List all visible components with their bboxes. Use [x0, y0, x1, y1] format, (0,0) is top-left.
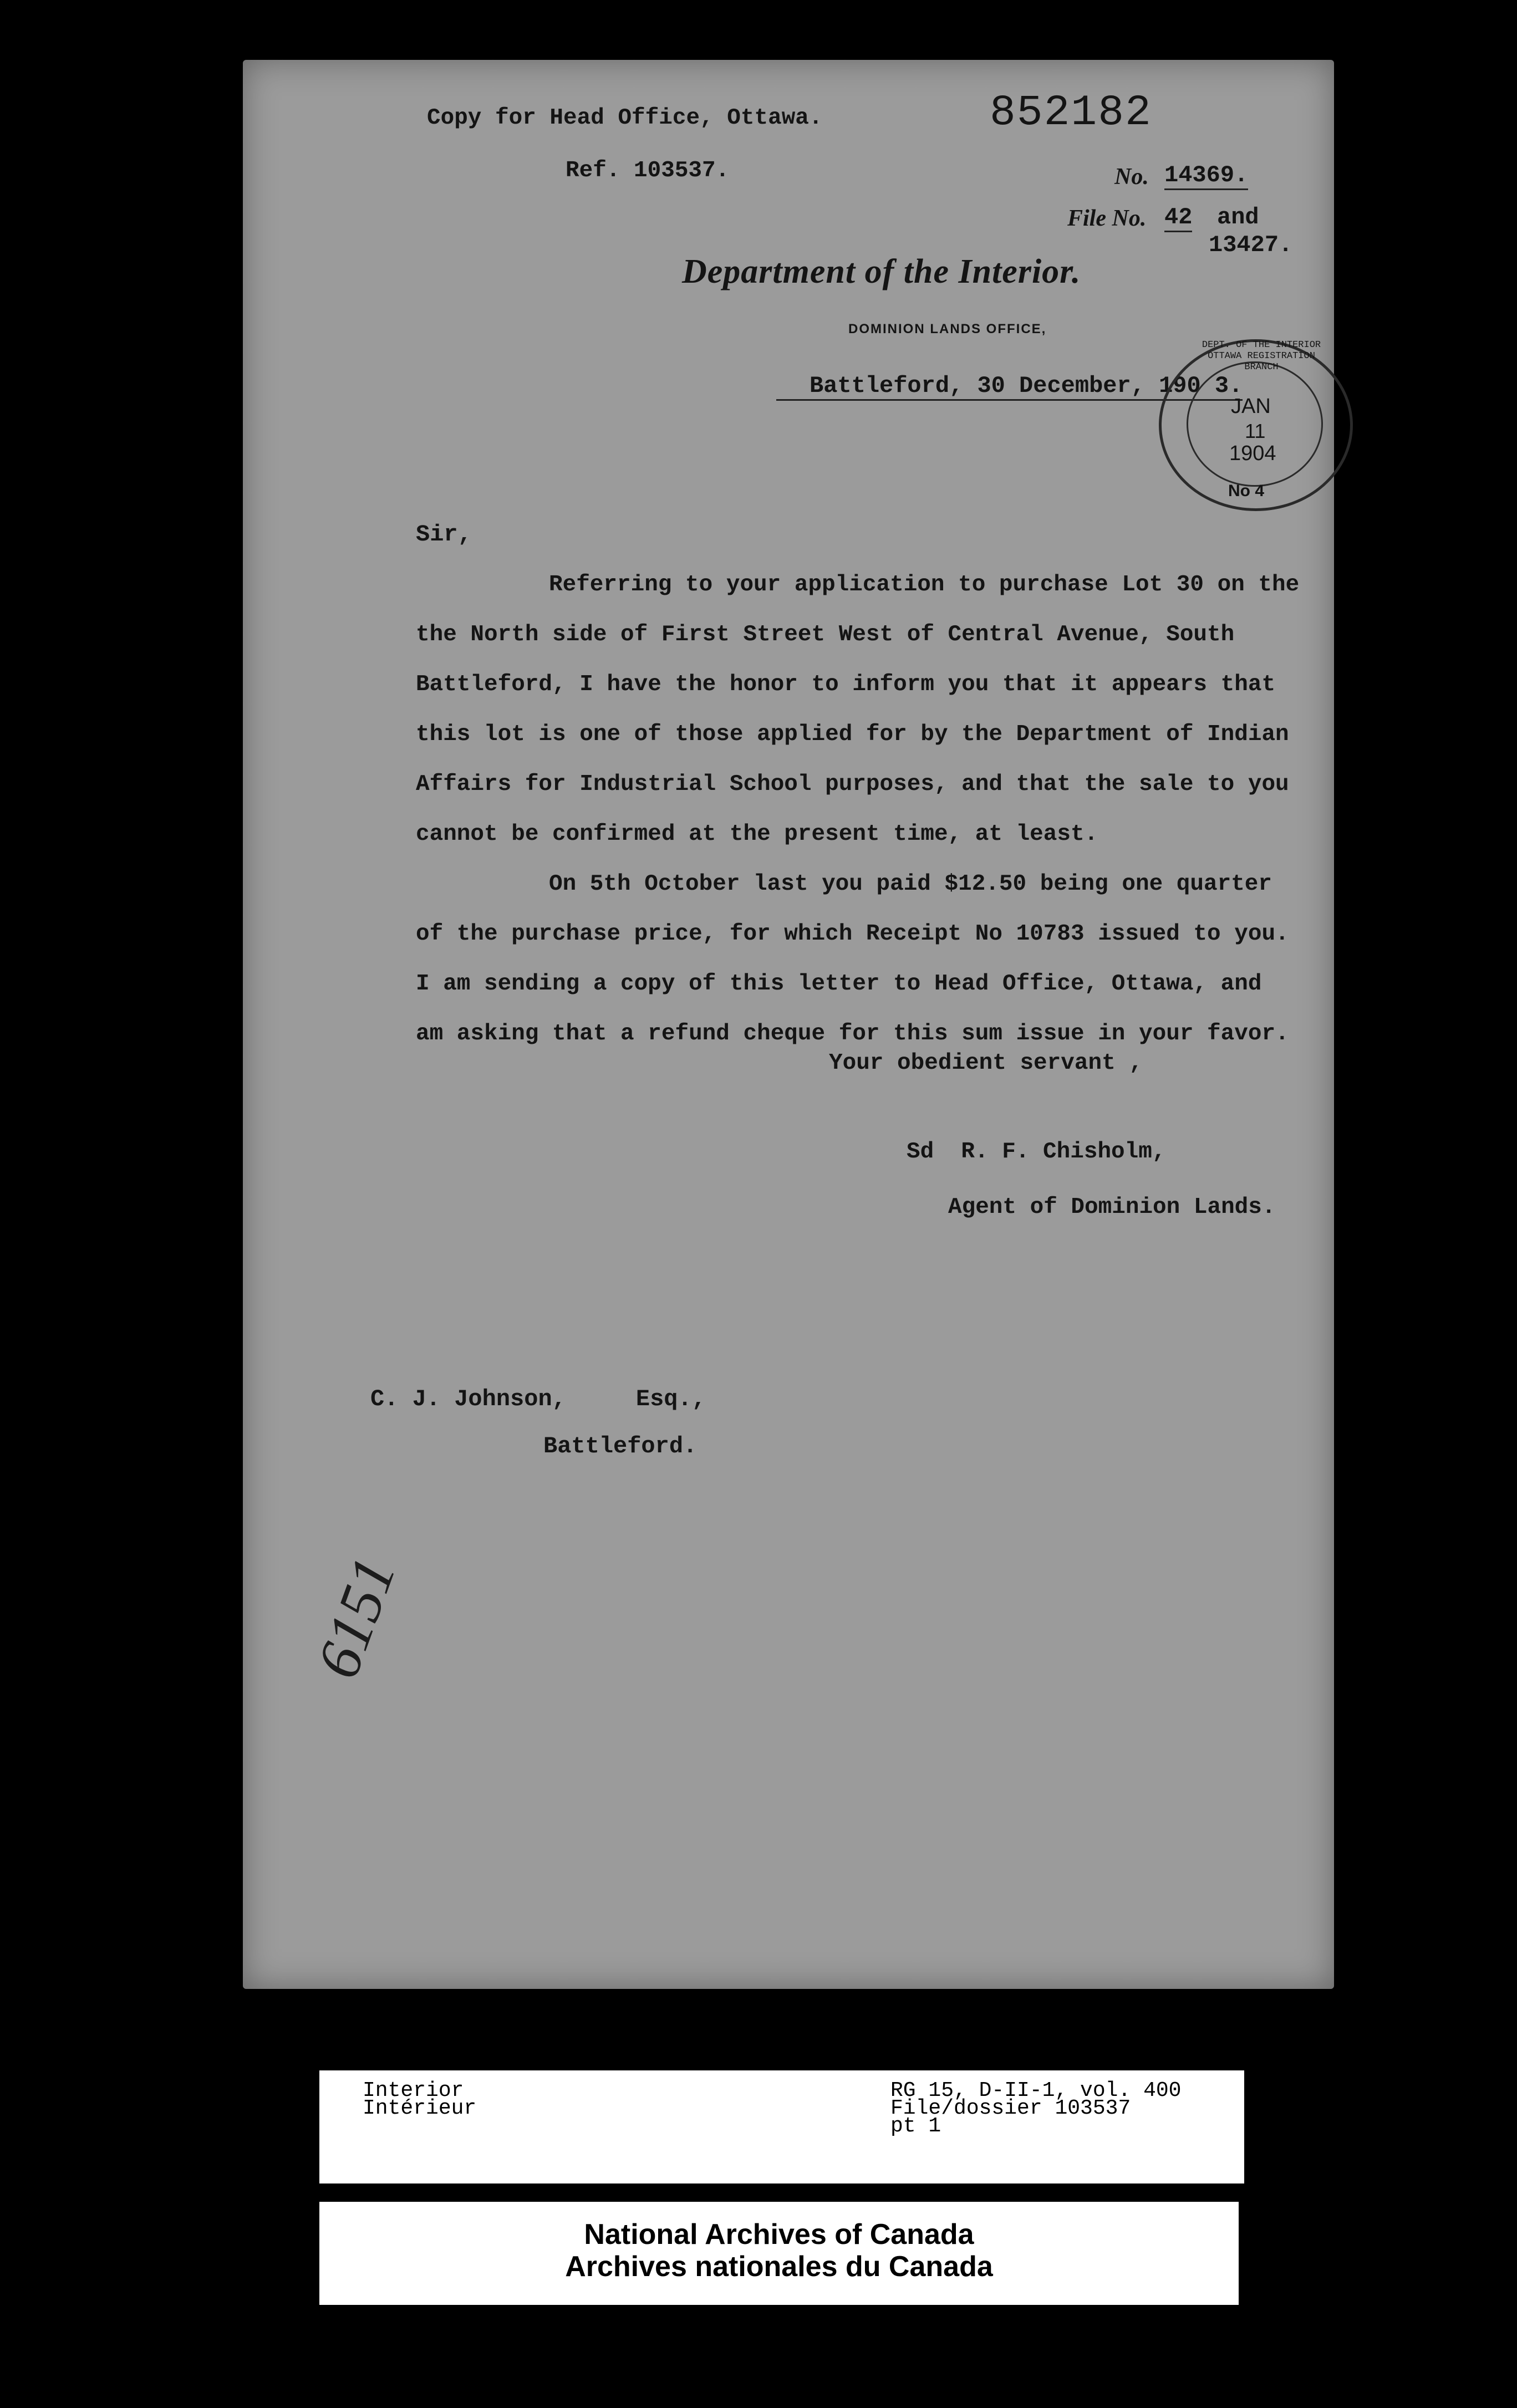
ref-line-3: pt 1 — [890, 2114, 941, 2138]
dateline: Battleford, 30 December, 190 3. — [776, 373, 1243, 401]
ref-line-1: RG 15, D-II-1, vol. 400 — [890, 2079, 1182, 2103]
copy-for-line: Copy for Head Office, Ottawa. — [427, 105, 823, 131]
stamp-ring-text: DEPT. OF THE INTERIOR OTTAWA REGISTRATION BRANCH — [1202, 340, 1321, 373]
body-line: I am sending a copy of this letter to Head Office, Ottawa, and — [416, 971, 1262, 997]
file-stamp-number: 852182 — [990, 89, 1152, 137]
file-value: 42 — [1164, 204, 1192, 232]
file-label: File No. — [1067, 206, 1147, 231]
archive-name-label — [319, 2202, 1239, 2305]
stamp-number: No 4 — [1228, 482, 1265, 500]
body-line: this lot is one of those applied for by the Department of Indian — [416, 722, 1289, 747]
signature: Sd R. F. Chisholm, — [907, 1139, 1166, 1165]
signature-title: Agent of Dominion Lands. — [948, 1195, 1276, 1220]
addressee-place: Battleford. — [543, 1433, 698, 1460]
letter-body — [416, 560, 1300, 1059]
registration-stamp — [1159, 339, 1353, 511]
handwritten-note: 6151 — [303, 1548, 409, 1687]
office-heading: DOMINION LANDS OFFICE, — [848, 322, 1047, 336]
ref-line-2: File/dossier 103537 — [890, 2096, 1131, 2120]
file-value-and: and — [1217, 204, 1259, 231]
body-line: On 5th October last you paid $12.50 being one quarter — [549, 871, 1272, 897]
body-line: Referring to your application to purchase Lot 30 on the — [549, 572, 1300, 598]
reference-number: Ref. 103537. — [566, 158, 730, 183]
file-value-second: 13427. — [1209, 232, 1293, 258]
department-heading: Department of the Interior. — [682, 253, 1081, 290]
body-line: Affairs for Industrial School purposes, and that the sale to you — [416, 772, 1289, 797]
body-line: of the purchase price, for which Receipt No 10783 issued to you. — [416, 921, 1289, 947]
addressee-name: C. J. Johnson, Esq., — [370, 1386, 706, 1412]
archive-name-fr: Archives nationales du Canada — [565, 2251, 993, 2283]
dept-en: Interior — [363, 2079, 464, 2103]
body-line: am asking that a refund cheque for this sum issue in your favor. — [416, 1021, 1289, 1047]
salutation: Sir, — [416, 521, 472, 548]
body-line: the North side of First Street West of Central Avenue, South — [416, 622, 1235, 647]
stamp-month: JAN — [1231, 395, 1271, 418]
no-value: 14369. — [1164, 162, 1248, 190]
body-line: cannot be confirmed at the present time, at least. — [416, 822, 1098, 847]
stamp-day: 11 — [1245, 420, 1266, 442]
dept-fr: Intérieur — [363, 2096, 477, 2120]
stamp-year: 1904 — [1229, 442, 1276, 465]
archive-name-en: National Archives of Canada — [584, 2218, 974, 2251]
archive-reference-label — [319, 2070, 1244, 2183]
no-label: No. — [1114, 164, 1149, 190]
body-line: Battleford, I have the honor to inform you that it appears that — [416, 672, 1276, 697]
closing: Your obedient servant , — [829, 1050, 1143, 1076]
